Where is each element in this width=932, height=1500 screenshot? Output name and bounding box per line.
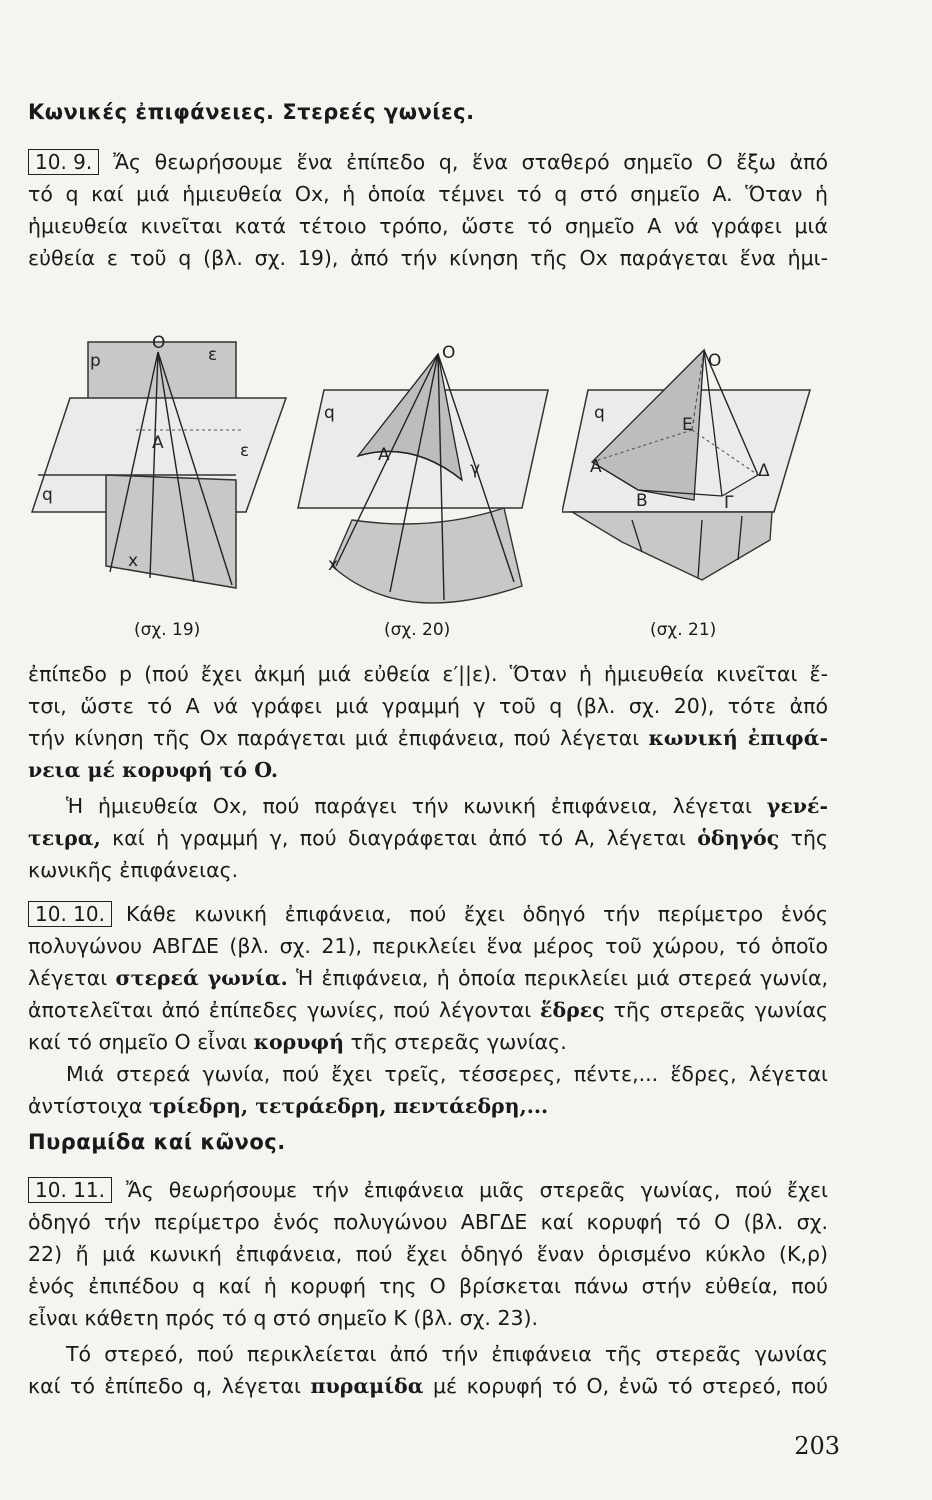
label-q: q: [594, 403, 605, 423]
label-p: p: [90, 351, 101, 371]
term-polyhedral-names: τρίεδρη, τετράεδρη, πεντάεδρη,...: [148, 1094, 549, 1118]
label-gamma: γ: [470, 459, 481, 479]
paragraph-10-10-line-2: πολυγώνου ΑΒΓΔΕ (βλ. σχ. 21), περικλείει ἕνα μέρος τοῦ χώρου, τό ὁποῖο: [28, 934, 828, 958]
label-a: A: [590, 457, 602, 477]
paragraph-10-10-line-4: [28, 996, 828, 1024]
paragraph-10-11-line-5: εἶναι κάθετη πρός τό q στό σημεῖο K (βλ. σχ. 23).: [28, 1306, 539, 1330]
text-run: μέ κορυφή τό O, ἐνῶ τό στερεό, πού: [423, 1374, 828, 1398]
caption-fig-19: (σχ. 19): [134, 620, 201, 640]
paragraph-gen-line-2: [28, 824, 828, 852]
text-run: Ἄς θεωρήσουμε τήν ἐπιφάνεια μιᾶς στερεᾶς γωνίας, πού ἔχει: [125, 1178, 828, 1202]
label-o: O: [152, 333, 166, 353]
paragraph-10-9-line-4: εὐθεία ε τοῦ q (βλ. σχ. 19), ἀπό τήν κίνηση τῆς Ox παράγεται ἕνα ἡμι-: [28, 246, 828, 270]
paragraph-10-11-line-3: 22) ἤ μιά κωνική ἐπιφάνεια, πού ἔχει ὁδηγό ἕναν ὁρισμένο κύκλο (K,ρ): [28, 1242, 828, 1266]
term-generatrix: γενέ-: [766, 794, 828, 818]
paragraph-10-10-line-6: Μιά στερεά γωνία, πού ἔχει τρεῖς, τέσσερες, πέντε,... ἕδρες, λέγεται: [66, 1062, 828, 1086]
page-number: 203: [794, 1432, 840, 1460]
text-run: τήν κίνηση τῆς Ox παράγεται μιά ἐπιφάνεια, πού λέγεται: [28, 726, 649, 750]
term-generatrix-cont: τειρα,: [28, 826, 101, 850]
paragraph-gen-line-3: κωνικῆς ἐπιφάνειας.: [28, 858, 239, 882]
text-run: τῆς: [779, 826, 829, 850]
paragraph-10-10-line-1: [28, 900, 828, 928]
paragraph-10-11-line-6: Τό στερεό, πού περικλείεται ἀπό τήν ἐπιφάνεια τῆς στερεᾶς γωνίας: [66, 1342, 828, 1366]
text-run: καί τό σημεῖο O εἶναι: [28, 1030, 254, 1054]
paragraph-number-10-10: 10. 10.: [28, 901, 112, 927]
text-run: καί τό ἐπίπεδο q, λέγεται: [28, 1374, 311, 1398]
text-run: ἀποτελεῖται ἀπό ἐπίπεδες γωνίες, πού λέγονται: [28, 998, 541, 1022]
text-run: τῆς στερεᾶς γωνίας.: [344, 1030, 567, 1054]
text-run: καί ἡ γραμμή γ, πού διαγράφεται ἀπό τό A, λέγεται: [100, 826, 698, 850]
paragraph-10-10-line-3: [28, 964, 828, 992]
label-epsilon: ε: [240, 441, 250, 461]
text-run: Ἡ ἡμιευθεία Ox, πού παράγει τήν κωνική ἐπιφάνεια, λέγεται: [66, 794, 767, 818]
caption-fig-21: (σχ. 21): [650, 620, 717, 640]
label-o: O: [708, 351, 722, 371]
paragraph-cont-line-2: τσι, ὥστε τό A νά γράφει μιά γραμμή γ τοῦ q (βλ. σχ. 20), τότε ἀπό: [28, 694, 828, 718]
paragraph-10-10-line-5: [28, 1028, 828, 1056]
figure-19: [28, 330, 290, 630]
text-run: Κάθε κωνική ἐπιφάνεια, πού ἔχει ὁδηγό τήν περίμετρο ἑνός: [125, 902, 828, 926]
paragraph-cont-line-3: [28, 724, 828, 752]
text-run: λέγεται: [28, 966, 116, 990]
label-o: O: [442, 343, 456, 363]
label-q: q: [42, 485, 53, 505]
paragraph-10-11-line-2: ὁδηγό τήν περίμετρο ἑνός πολυγώνου ΑΒΓΔΕ καί κορυφή τό O (βλ. σχ.: [28, 1210, 828, 1234]
term-directrix: ὁδηγός: [697, 826, 780, 850]
label-epsilon-prime: ε: [208, 345, 218, 365]
label-a: A: [378, 445, 390, 465]
paragraph-10-9-line-1: [28, 148, 828, 176]
term-conical-surface-cont: νεια μέ κορυφή τό O.: [28, 758, 279, 782]
paragraph-cont-line-4: [28, 756, 828, 784]
paragraph-10-9-line-2: τό q καί μιά ἡμιευθεία Ox, ἡ ὁποία τέμνει τό q στό σημεῖο A. Ὅταν ἡ: [28, 182, 828, 206]
paragraph-number-10-11: 10. 11.: [28, 1177, 112, 1203]
paragraph-10-11-line-1: [28, 1176, 828, 1204]
section-title-pyramid-cone: Πυραμίδα καί κῶνος.: [28, 1130, 286, 1154]
text-run: ἀντίστοιχα: [28, 1094, 149, 1118]
paragraph-gen-line-1: [66, 792, 828, 820]
text-run: Ἡ ἐπιφάνεια, ἡ ὁποία περικλείει μιά στερεά γωνία,: [287, 966, 828, 990]
caption-fig-20: (σχ. 20): [384, 620, 451, 640]
section-title-conical-surfaces: Κωνικές ἐπιφάνειες. Στερεές γωνίες.: [28, 100, 475, 124]
label-gamma: Γ: [724, 493, 734, 513]
label-delta: Δ: [758, 461, 770, 481]
term-pyramid: πυραμίδα: [310, 1374, 424, 1398]
paragraph-10-11-line-7: [28, 1372, 828, 1400]
label-a: A: [152, 433, 164, 453]
figure-21: [562, 330, 832, 630]
term-conical-surface: κωνική ἐπιφά-: [648, 726, 828, 750]
paragraph-10-10-line-7: [28, 1092, 828, 1120]
term-vertex: κορυφή: [253, 1030, 344, 1054]
paragraph-10-9-line-3: ἡμιευθεία κινεῖται κατά τέτοιο τρόπο, ὥστε τό σημεῖο A νά γράφει μιά: [28, 214, 828, 238]
term-faces: ἕδρες: [540, 998, 605, 1022]
paragraph-cont-line-1: ἐπίπεδο p (πού ἔχει ἀκμή μιά εὐθεία ε′||ε). Ὅταν ἡ ἡμιευθεία κινεῖται ἔ-: [28, 662, 828, 686]
cone-lower-part: [106, 475, 236, 588]
label-b: B: [636, 491, 648, 511]
text-run: τῆς στερεᾶς γωνίας: [604, 998, 828, 1022]
term-solid-angle: στερεά γωνία.: [115, 966, 288, 990]
paragraph-number-10-9: 10. 9.: [28, 149, 99, 175]
paragraph-10-11-line-4: ἑνός ἐπιπέδου q καί ἡ κορυφή της O βρίσκεται πάνω στήν εὐθεία, πού: [28, 1274, 828, 1298]
text-run: Ἄς θεωρήσουμε ἕνα ἐπίπεδο q, ἕνα σταθερό σημεῖο O ἔξω ἀπό: [113, 150, 828, 174]
label-e: E: [682, 415, 693, 435]
figure-20: [292, 330, 562, 630]
label-x: x: [128, 551, 139, 571]
label-x: x: [328, 555, 339, 575]
label-q: q: [324, 403, 335, 423]
